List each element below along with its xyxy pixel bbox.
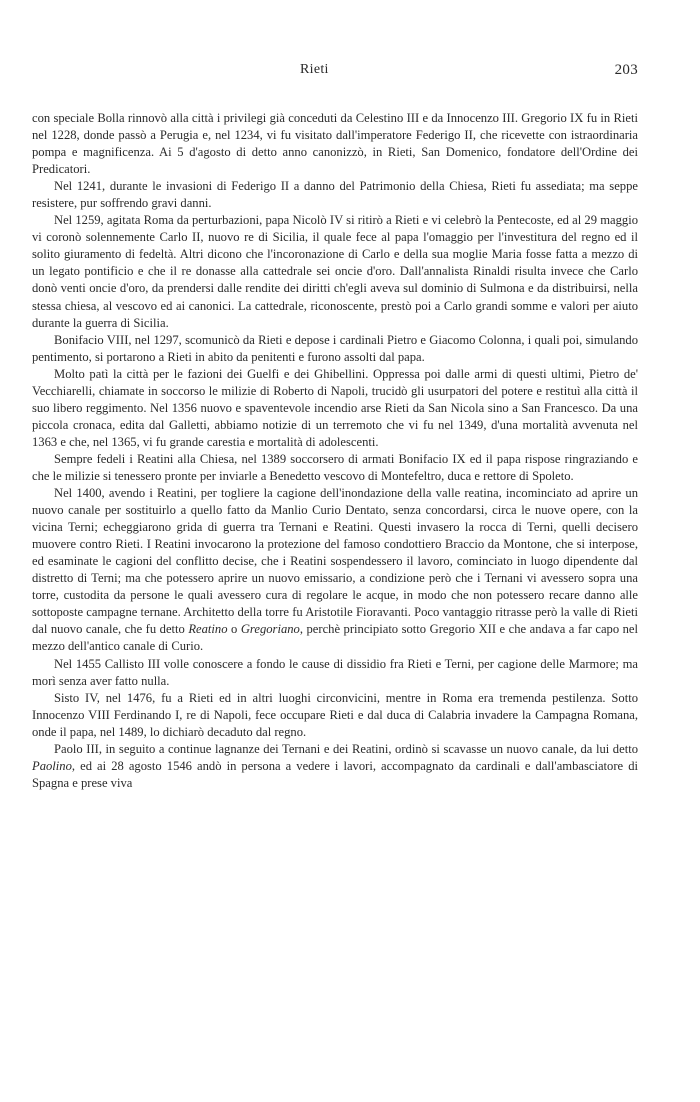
paragraph: Nel 1455 Callisto III volle conoscere a fondo le cause di dissidio fra Rieti e Terni, per cagione delle Marmore; ma morì senza aver fatto nulla. [32, 656, 638, 688]
paragraph: Sisto IV, nel 1476, fu a Rieti ed in altri luoghi circonvicini, mentre in Roma era tremenda pestilenza. Sotto Innocenzo VIII Ferdinando I, re di Napoli, fece occupare Rieti e dal duca di Calabria invadere la Campagna Romana, onde il papa, nel 1489, lo dichiarò decaduto dal regno. [32, 690, 638, 739]
paragraph-text: Nel 1400, avendo i Reatini, per togliere la cagione dell'inondazione della valle reatina, incominciato ad aprire un nuovo canale per sostituirlo a quello fatto da Manlio Curio Dentato, senza concordarsi, circa le nuove opere, con la vicina Terni; echeggiarono grida di guerra tra Ternani e Reatini. Questi invasero la rocca di Terni, quelli decisero muovere contro Rieti. I Reatini invocarono la protezione del famoso condottiero Braccio da Montone, che si interpose, ed esaminate le cagioni del conflitto decise, che i Reatini sospendessero il lavoro, cominciato in luogo dipendente dal distretto di Terni; ma che potessero aprire un nuovo emissario, a condizione però che i Ternani vi avessero sopra una torre, custodita da persone le quali avessero cura di regolare le acque, in modo che non potessero recare danno alle sottoposte campagne ternane. Architetto della torre fu Aristotile Fioravanti. Poco vantaggio ritrasse però la valle di Rieti dal nuovo canale, che fu detto [32, 486, 638, 637]
paragraph-text: o [227, 622, 241, 637]
paragraph: Nel 1259, agitata Roma da perturbazioni, papa Nicolò IV si ritirò a Rieti e vi celebrò la Pentecoste, ed al 29 maggio vi coronò solennemente Carlo II, nuovo re di Sicilia, il quale fece al papa l'omaggio per l'investitura del regno ed il solito giuramento di fedeltà. Altri dicono che l'incoronazione di Carlo e della sua moglie Maria fosse fatta a mezzo di un legato pontificio e che il re donasse alla cattedrale sei oncie d'oro. Dall'annalista Rinaldi risulta invece che Carlo donò venti oncie d'oro, da prendersi dalle rendite dei diritti ch'egli aveva sul dominio di Sulmona e da distribuirsi, nella stessa chiesa, al vescovo ed ai canonici. La cattedrale, riconoscente, prestò poi a Carlo grandi somme e valori per aiuto durante la guerra di Sicilia. [32, 213, 638, 330]
paragraph-text: , ed ai 28 agosto 1546 andò in persona a vedere i lavori, accompagnato da cardinali e dall'ambasciatore di Spagna e prese viva [32, 758, 638, 790]
italic-term: Reatino [188, 622, 228, 637]
paragraph-text: , perchè principiato sotto Gregorio XII e che andava a far capo nel mezzo dell'antico canale di Curio. [32, 622, 639, 654]
italic-term: Paolino [32, 758, 72, 773]
paragraph-text: Paolo III, in seguito a continue lagnanze dei Ternani e dei Reatini, ordinò si scavasse un nuovo canale, da lui detto [54, 741, 638, 756]
running-title: Rieti [300, 62, 329, 77]
paragraph: Sempre fedeli i Reatini alla Chiesa, nel 1389 soccorsero di armati Bonifacio IX ed il papa rispose ringraziando e che le milizie si tenessero pronte per inviarle a Benedetto vescovo di Montefeltro, duca e rettore di Spoleto. [32, 451, 638, 483]
paragraph [32, 485, 638, 655]
paragraph: Bonifacio VIII, nel 1297, scomunicò da Rieti e depose i cardinali Pietro e Giacomo Colonna, i quali poi, simulando pentimento, si portarono a Rieti in abito da penitenti e furono assolti dal papa. [32, 332, 638, 364]
body-text [32, 110, 638, 792]
page-number: 203 [614, 62, 638, 78]
paragraph: Nel 1241, durante le invasioni di Federigo II a danno del Patrimonio della Chiesa, Rieti fu assediata; ma seppe resistere, pur soffrendo gravi danni. [32, 179, 638, 211]
paragraph: Molto patì la città per le fazioni dei Guelfi e dei Ghibellini. Oppressa poi dalle armi di questi ultimi, Pietro de' Vecchiarelli, chiamate in soccorso le milizie di Roberto di Napoli, trucidò gli usurpatori del potere e restituì alla città il suo libero reggimento. Nel 1356 nuovo e spaventevole incendio arse Rieti da San Nicola sino a San Francesco. Da una piccola cronaca, edita dal Galletti, abbiamo notizie di un terremoto che vi fu nel 1349, d'una mortalità avvenuta nel 1363 e che, nel 1365, vi fu grande carestia e mortalità di adolescenti. [32, 366, 638, 449]
italic-term: Gregoriano [240, 622, 300, 637]
paragraph: con speciale Bolla rinnovò alla città i privilegi già conceduti da Celestino III e da Innocenzo III. Gregorio IX fu in Rieti nel 1228, donde passò a Perugia e, nel 1234, vi fu visitato dall'imperatore Federigo II, che ricevette con istraordinaria pompa e magnificenza. Ai 5 d'agosto di detto anno canonizzò, in Rieti, San Domenico, fondatore dell'Ordine dei Predicatori. [32, 111, 638, 177]
running-header [32, 0, 638, 78]
paragraph [32, 741, 638, 792]
